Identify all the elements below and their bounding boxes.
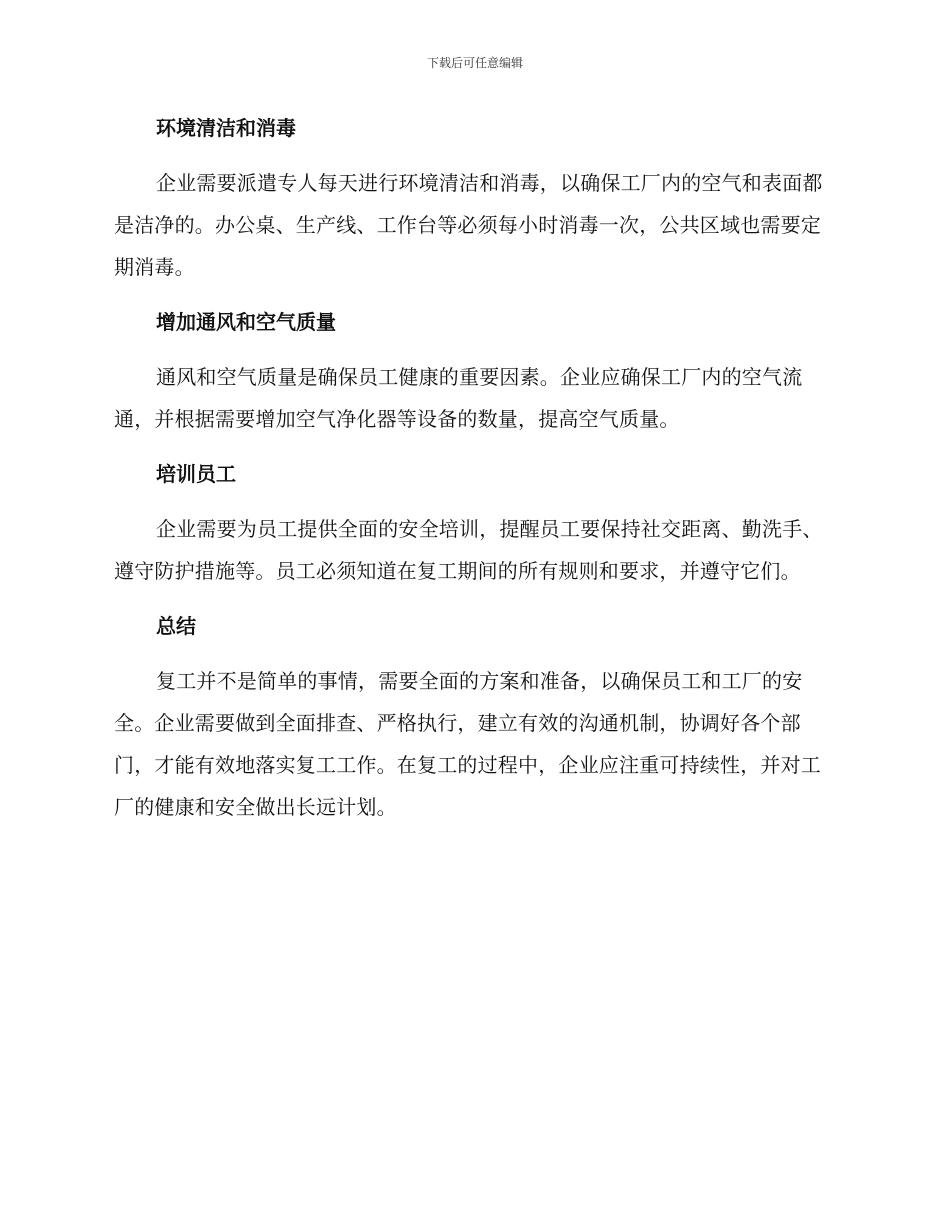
page-header: 下载后可任意编辑: [426, 56, 523, 70]
section-paragraph-ventilation: 通风和空气质量是确保员工健康的重要因素。企业应确保工厂内的空气流通，并根据需要增加空气净化器等设备的数量，提高空气质量。: [114, 365, 803, 431]
section-title-ventilation: 增加通风和空气质量: [156, 310, 336, 334]
section-title-summary: 总结: [156, 614, 196, 638]
section-title-training: 培训员工: [156, 462, 236, 486]
document-body: [114, 108, 832, 842]
section-title-cleaning: 环境清洁和消毒: [156, 116, 296, 140]
section-paragraph-cleaning: 企业需要派遣专人每天进行环境清洁和消毒，以确保工厂内的空气和表面都是洁净的。办公桌、生产线、工作台等必须每小时消毒一次，公共区域也需要定期消毒。: [114, 171, 823, 279]
section-paragraph-summary: 复工并不是简单的事情，需要全面的方案和准备，以确保员工和工厂的安全。企业需要做到全面排查、严格执行，建立有效的沟通机制，协调好各个部门，才能有效地落实复工工作。在复工的过程中，企业应注重可持续性，并对工厂的健康和安全做出长远计划。: [114, 669, 821, 819]
section-paragraph-training: 企业需要为员工提供全面的安全培训，提醒员工要保持社交距离、勤洗手、遵守防护措施等。员工必须知道在复工期间的所有规则和要求，并遵守它们。: [114, 517, 823, 583]
